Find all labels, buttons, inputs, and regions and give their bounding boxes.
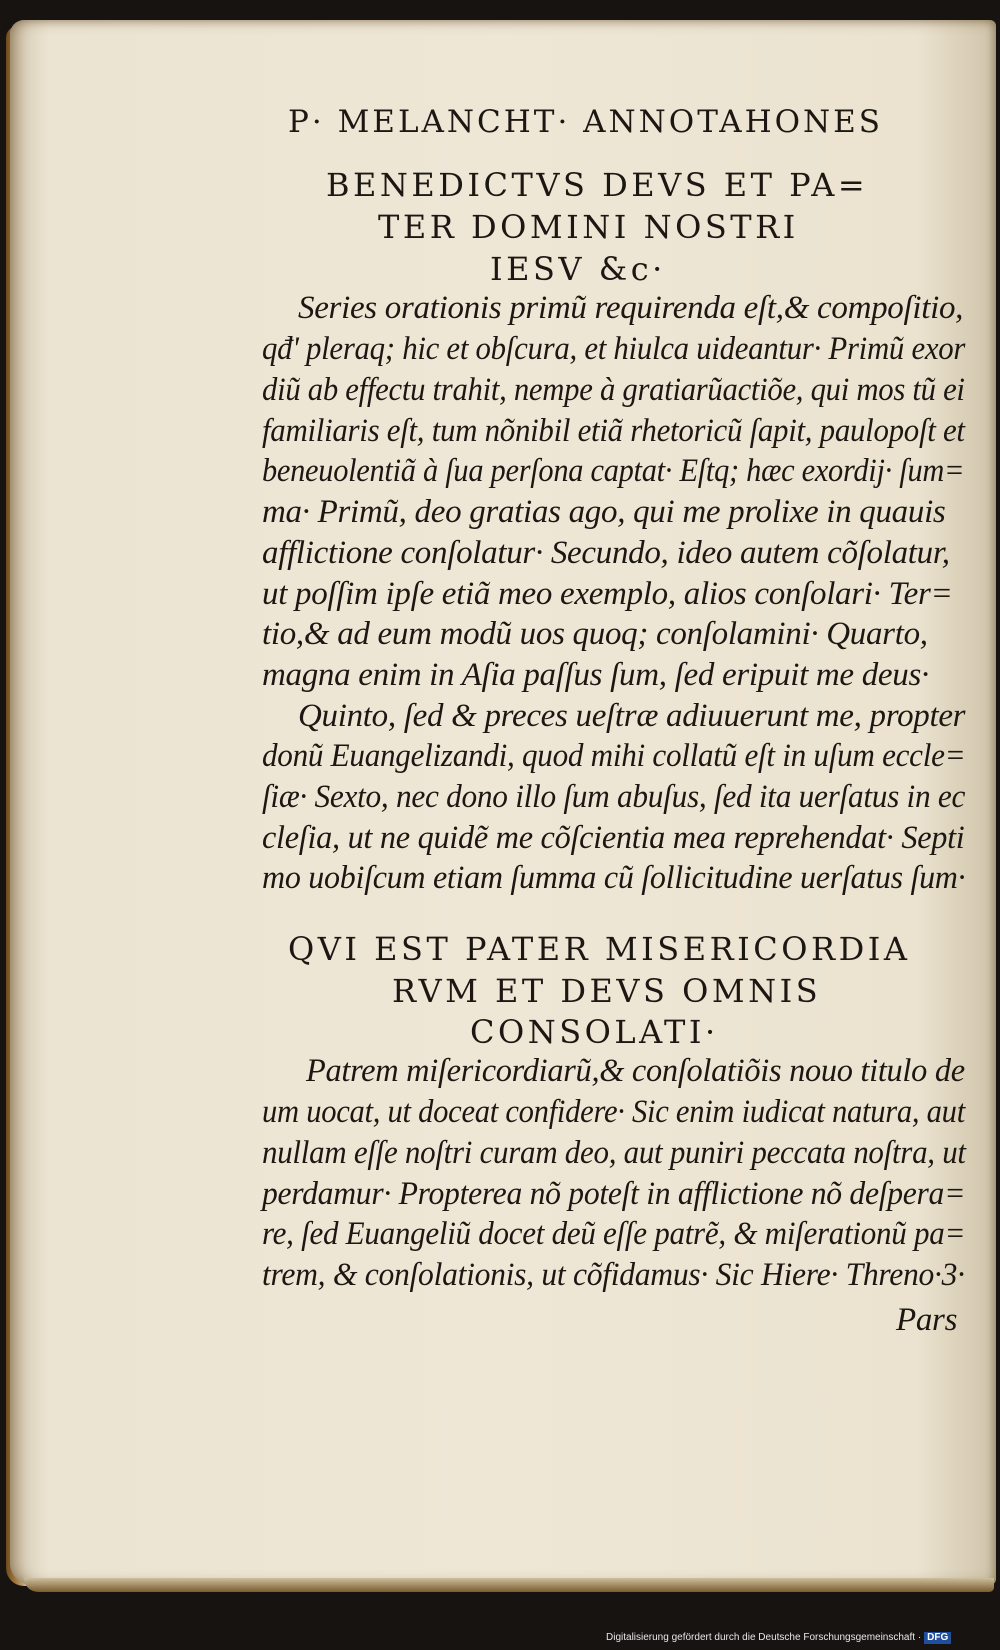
digitization-credit — [606, 1632, 951, 1644]
text-line: cleſia, ut ne quidẽ me cõſcientia mea reprehendat· Septi — [262, 820, 965, 856]
text-line: ma· Primũ, deo gratias ago, qui me prolixe in quauis — [262, 494, 946, 530]
text-line: Quinto, ſed & preces ueſtræ adiuuerunt me, propter — [298, 698, 966, 734]
text-line: Patrem miſericordiarũ,& conſolatiõis nouo titulo de — [306, 1053, 965, 1089]
text-line: afflictione conſolatur· Secundo, ideo autem cõſolatur, — [262, 535, 950, 571]
section-heading-line: BENEDICTVS DEVS ET PA= — [326, 166, 869, 204]
text-line: tio,& ad eum modũ uos quoq; conſolamini· Quarto, — [262, 616, 928, 652]
text-line: ut poſſim ipſe etiã meo exemplo, alios conſolari· Ter= — [262, 576, 953, 612]
credit-text: Digitalisierung gefördert durch die Deutsche Forschungsgemeinschaft · — [606, 1632, 922, 1643]
text-line: Series orationis primũ requirenda eſt,& compoſitio, — [298, 290, 964, 326]
section-heading-line: RVM ET DEVS OMNIS — [392, 972, 822, 1010]
text-line: magna enim in Aſia paſſus ſum, ſed eripuit me deus· — [262, 657, 929, 693]
running-header: P· MELANCHT· ANNOTAHONES — [288, 104, 884, 140]
text-line: ſiæ· Sexto, nec dono illo ſum abuſus, ſed ita uerſatus in ec — [262, 779, 966, 815]
text-line: mo uobiſcum etiam ſumma cũ ſollicitudine uerſatus ſum· — [262, 860, 966, 896]
section-heading-line: TER DOMINI NOSTRI — [378, 208, 799, 246]
section-heading-line: IESV &c· — [490, 250, 666, 288]
section-heading-line: CONSOLATI· — [470, 1013, 719, 1051]
text-line: re, ſed Euangeliũ docet deũ eſſe patrẽ, & miſerationũ pa= — [262, 1216, 966, 1252]
text-line: diũ ab effectu trahit, nempe à gratiarũactiõe, qui mos tũ ei — [262, 372, 965, 408]
text-line: beneuolentiã à ſua perſona captat· Eſtq; hæc exordij· ſum= — [262, 453, 965, 489]
text-line: familiaris eſt, tum nõnibil etiã rhetoricũ ſapit, paulopoſt et — [262, 413, 965, 449]
text-line: trem, & conſolationis, ut cõfidamus· Sic Hiere· Threno·3· — [262, 1257, 965, 1293]
text-line: qđ' pleraq; hic et obſcura, et hiulca uideantur· Primũ exor — [262, 331, 966, 367]
text-line: nullam eſſe noſtri curam deo, aut puniri peccata noſtra, ut — [262, 1135, 966, 1171]
page-bottom-edge — [24, 1578, 994, 1592]
text-line: donũ Euangelizandi, quod mihi collatũ eſt in uſum eccle= — [262, 738, 966, 774]
section-heading-line: QVI EST PATER MISERICORDIA — [288, 930, 911, 968]
catchword: Pars — [896, 1302, 958, 1338]
dfg-logo: DFG — [924, 1632, 951, 1644]
text-line: perdamur· Propterea nõ poteſt in afflictione nõ deſpera= — [262, 1176, 966, 1212]
text-line: um uocat, ut doceat confidere· Sic enim iudicat natura, aut — [262, 1094, 965, 1130]
